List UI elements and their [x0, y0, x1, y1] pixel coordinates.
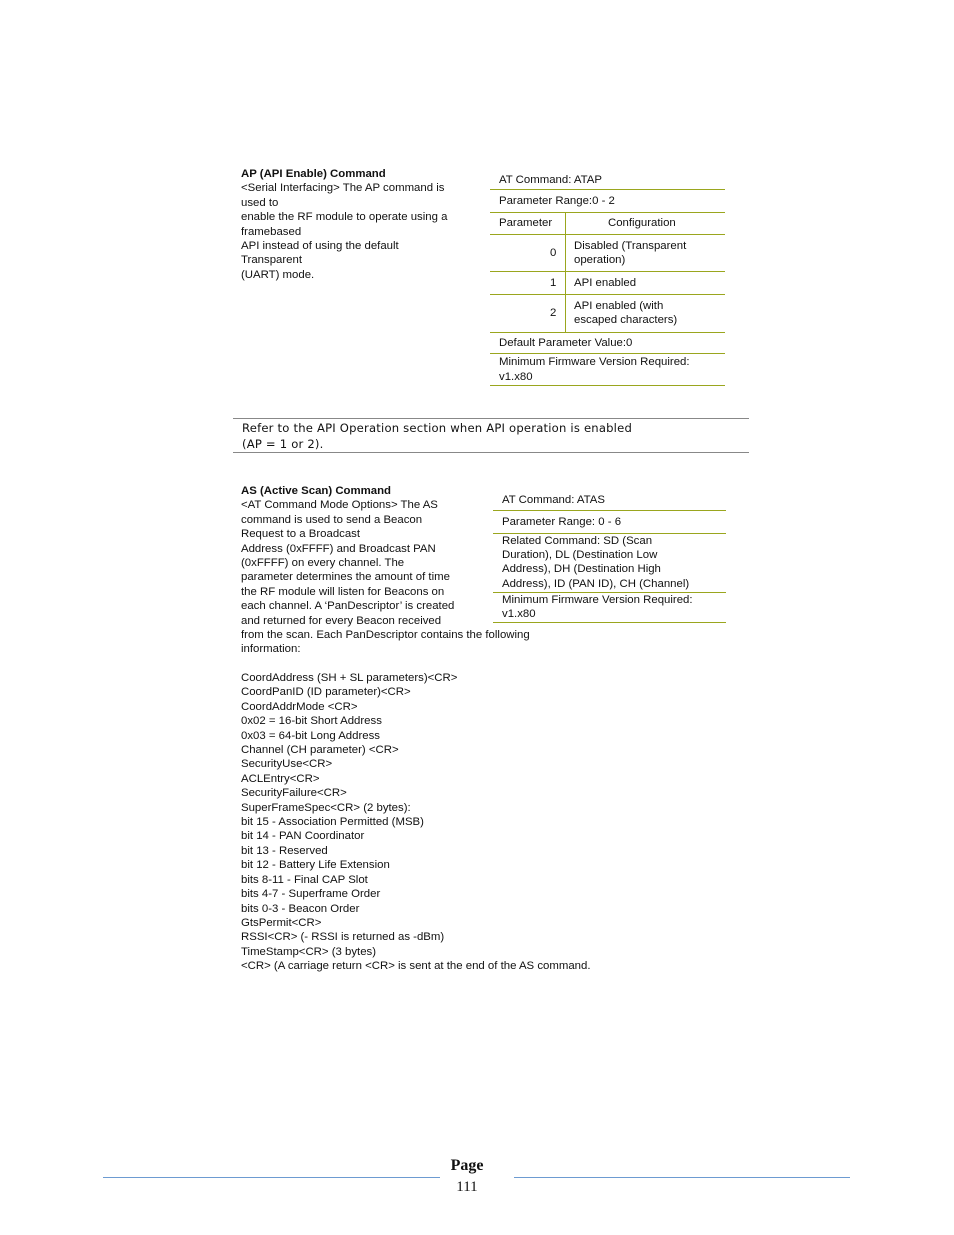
as-min-firmware: Minimum Firmware Version Required:: [502, 594, 693, 606]
ap-row-2-config: API enabled (with: [574, 300, 664, 312]
as-desc-line: <AT Command Mode Options> The AS: [241, 499, 438, 512]
ap-default-value: Default Parameter Value:0: [499, 337, 633, 349]
as-desc-line: Address (0xFFFF) and Broadcast PAN: [241, 542, 436, 555]
page-number: 111: [456, 1179, 478, 1195]
as-title: AS (Active Scan) Command: [241, 485, 392, 497]
divider: [490, 385, 725, 386]
divider: [490, 271, 725, 272]
list-item: bits 8-11 - Final CAP Slot: [241, 873, 368, 886]
list-item: bit 14 - PAN Coordinator: [241, 830, 365, 843]
as-description: [241, 484, 530, 657]
ap-row-0-param: 0: [550, 247, 557, 259]
divider: [490, 212, 725, 213]
as-desc-line: command is used to send a Beacon: [241, 513, 423, 526]
as-desc-line: Request to a Broadcast: [241, 528, 361, 541]
list-item: CoordPanID (ID parameter)<CR>: [241, 686, 411, 699]
divider: [490, 189, 725, 190]
list-item: CoordAddress (SH + SL parameters)<CR>: [241, 672, 458, 684]
as-desc-line: parameter determines the amount of time: [241, 571, 450, 584]
footer-rule-right: [514, 1177, 850, 1178]
column-divider: [565, 212, 566, 332]
footer-rule-left: [103, 1177, 440, 1178]
list-item: SuperFrameSpec<CR> (2 bytes):: [241, 801, 411, 814]
api-operation-note: [233, 418, 749, 453]
divider: [490, 234, 725, 235]
list-item: 0x03 = 64-bit Long Address: [241, 729, 381, 742]
ap-desc-line: API instead of using the default: [241, 240, 399, 253]
ap-desc-line: used to: [241, 196, 279, 209]
as-related-command: Duration), DL (Destination Low: [502, 549, 658, 561]
as-related-command: Address), ID (PAN ID), CH (Channel): [502, 578, 690, 590]
ap-desc-line: framebased: [241, 225, 302, 238]
ap-col-configuration: Configuration: [608, 217, 676, 229]
list-item: ACLEntry<CR>: [241, 772, 320, 785]
note-line: Refer to the API Operation section when API operation is enabled: [242, 421, 632, 435]
divider: [493, 622, 726, 623]
pan-descriptor-list: [241, 671, 591, 974]
as-desc-line: and returned for every Beacon received: [241, 614, 442, 627]
divider: [490, 332, 725, 333]
ap-row-0-config: operation): [574, 254, 626, 266]
as-related-command: Related Command: SD (Scan: [502, 535, 653, 547]
note-line: (AP = 1 or 2).: [242, 436, 324, 451]
ap-desc-line: Transparent: [241, 254, 302, 267]
ap-desc-line: (UART) mode.: [241, 268, 315, 281]
ap-row-2-param: 2: [550, 307, 557, 319]
list-item: GtsPermit<CR>: [241, 916, 322, 929]
list-item: 0x02 = 16-bit Short Address: [241, 715, 382, 728]
ap-at-command: AT Command: ATAP: [499, 174, 602, 186]
ap-row-0-config: Disabled (Transparent: [574, 240, 687, 252]
list-item: bit 12 - Battery Life Extension: [241, 859, 390, 872]
ap-row-1-param: 1: [550, 277, 557, 289]
ap-col-parameter: Parameter: [499, 217, 553, 229]
list-item: TimeStamp<CR> (3 bytes): [241, 945, 377, 958]
divider: [490, 353, 725, 354]
as-parameter-range: Parameter Range: 0 - 6: [502, 516, 622, 528]
ap-parameter-table: [490, 168, 725, 388]
as-desc-line: the RF module will listen for Beacons on: [241, 585, 445, 598]
divider: [493, 510, 726, 511]
divider: [490, 294, 725, 295]
list-item: bits 4-7 - Superframe Order: [241, 888, 381, 901]
list-item: bits 0-3 - Beacon Order: [241, 902, 360, 915]
ap-row-1-config: API enabled: [574, 277, 637, 289]
list-item: Channel (CH parameter) <CR>: [241, 744, 399, 757]
as-parameter-table: [493, 487, 726, 627]
as-desc-line: (0xFFFF) on every channel. The: [241, 557, 405, 570]
ap-title: AP (API Enable) Command: [241, 168, 386, 180]
ap-desc-line: enable the RF module to operate using a: [241, 211, 448, 224]
as-desc-line: information:: [241, 643, 301, 656]
ap-description: [241, 167, 447, 282]
list-item: <CR> (A carriage return <CR> is sent at the end of the AS command.: [241, 960, 591, 973]
as-desc-line: from the scan. Each PanDescriptor contains the following: [241, 629, 530, 642]
page-label: Page: [450, 1157, 484, 1174]
list-item: bit 15 - Association Permitted (MSB): [241, 816, 424, 829]
ap-row-2-config: escaped characters): [574, 314, 678, 326]
as-related-command: Address), DH (Destination High: [502, 563, 661, 575]
list-item: CoordAddrMode <CR>: [241, 700, 358, 713]
list-item: SecurityUse<CR>: [241, 758, 333, 771]
list-item: bit 13 - Reserved: [241, 844, 328, 857]
list-item: SecurityFailure<CR>: [241, 787, 347, 800]
as-desc-line: each channel. A ‘PanDescriptor’ is created: [241, 600, 455, 613]
ap-min-firmware: Minimum Firmware Version Required:: [499, 356, 690, 368]
as-at-command: AT Command: ATAS: [502, 494, 605, 506]
ap-min-firmware: v1.x80: [499, 371, 533, 383]
ap-parameter-range: Parameter Range:0 - 2: [499, 195, 615, 207]
list-item: RSSI<CR> (- RSSI is returned as -dBm): [241, 931, 445, 944]
ap-desc-line: <Serial Interfacing> The AP command is: [241, 182, 445, 195]
as-min-firmware: v1.x80: [502, 608, 536, 620]
